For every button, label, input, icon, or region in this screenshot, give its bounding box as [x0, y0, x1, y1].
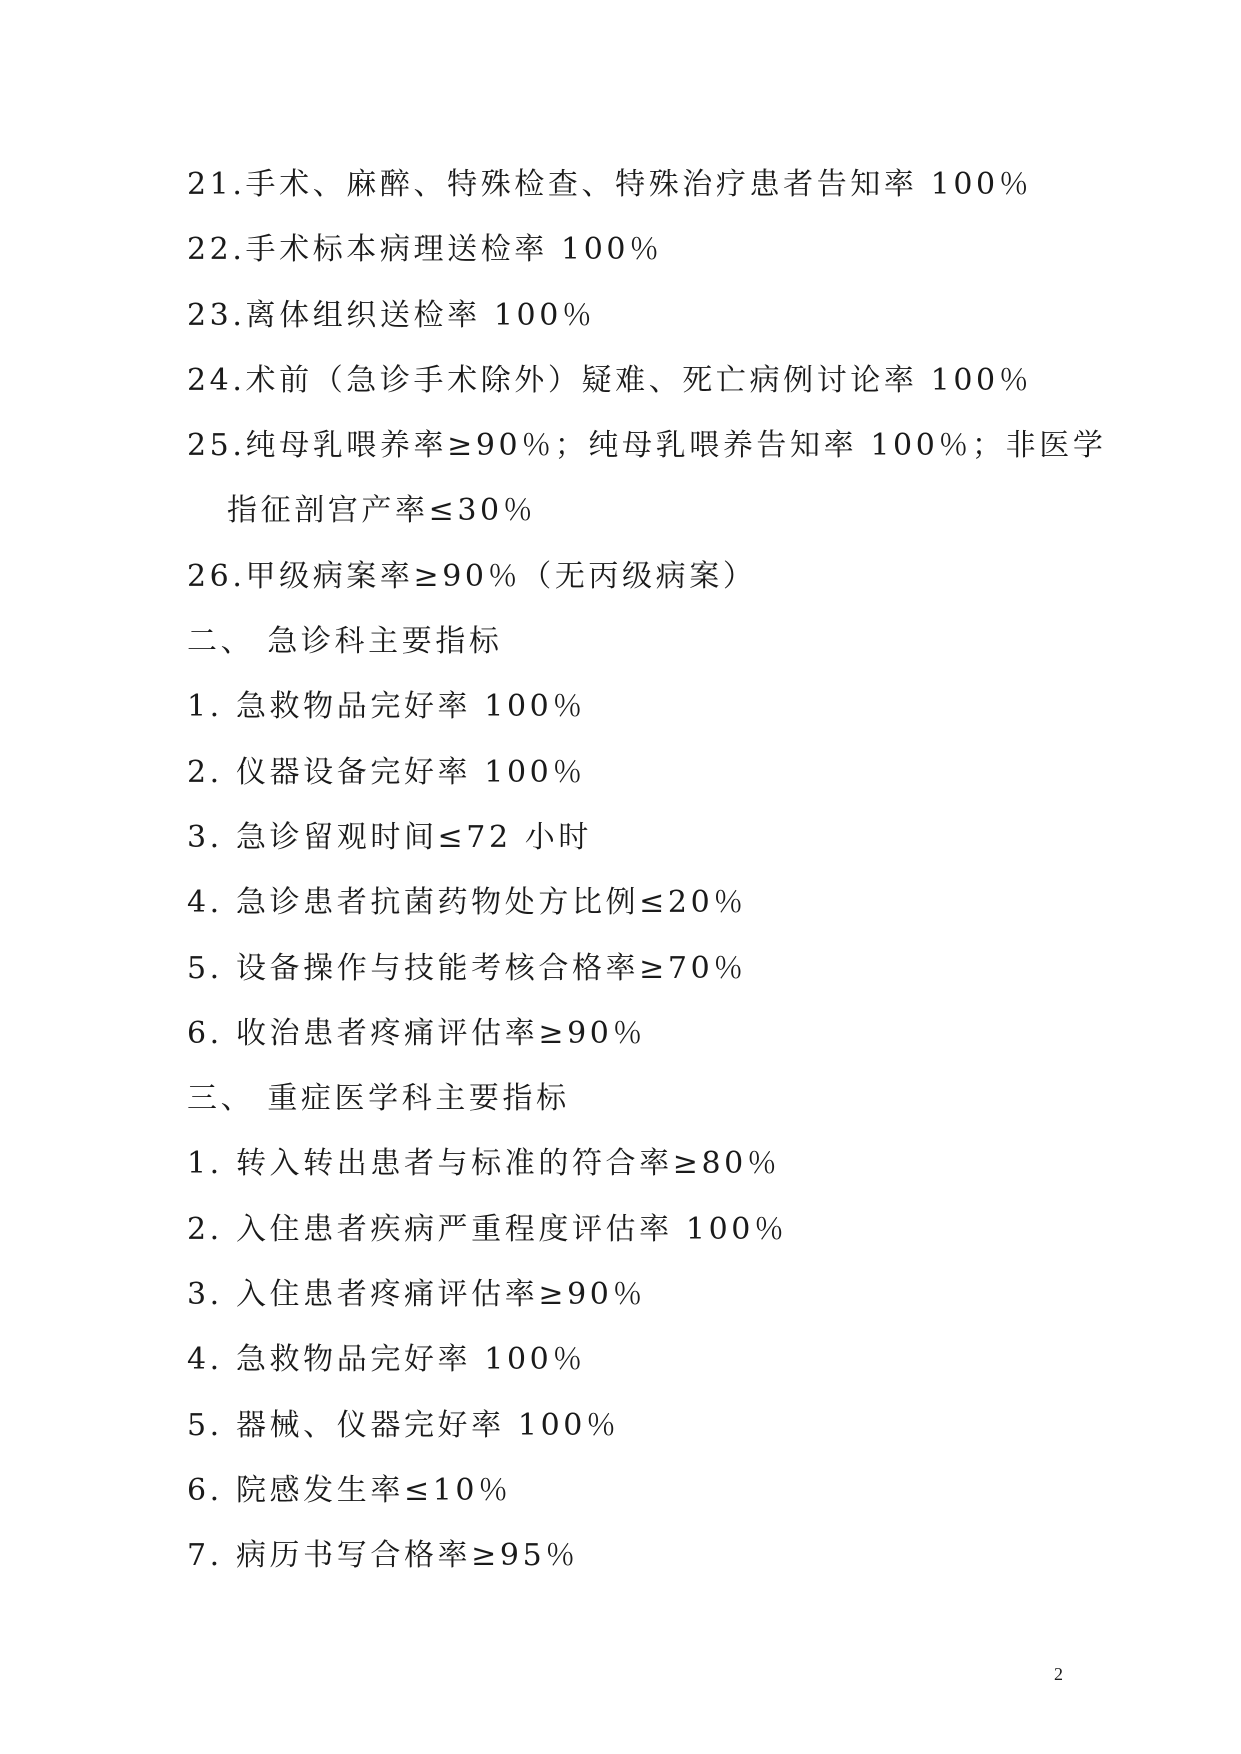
page-number: 2	[1054, 1664, 1063, 1684]
list-item: 1. 急救物品完好率 100％	[187, 689, 586, 725]
list-item: 3. 入住患者疼痛评估率≥90％	[187, 1277, 647, 1313]
list-item: 4. 急救物品完好率 100％	[187, 1342, 586, 1378]
list-item: 6. 收治患者疼痛评估率≥90％	[187, 1015, 647, 1051]
list-item: 2. 入住患者疾病严重程度评估率 100％	[187, 1211, 788, 1247]
list-item-continuation: 指征剖宫产率≤30％	[227, 493, 537, 529]
list-item: 22.手术标本病理送检率 100％	[187, 232, 663, 268]
list-item: 21.手术、麻醉、特殊检查、特殊治疗患者告知率 100％	[187, 167, 1033, 202]
section-heading: 三、 重症医学科主要指标	[187, 1081, 570, 1117]
list-item: 5. 设备操作与技能考核合格率≥70％	[187, 950, 747, 986]
list-item: 23.离体组织送检率 100％	[187, 297, 596, 333]
list-item: 26.甲级病案率≥90％（无丙级病案）	[187, 558, 757, 594]
list-item: 1. 转入转出患者与标准的符合率≥80％	[187, 1146, 781, 1182]
document-body	[187, 152, 1107, 1589]
list-item: 5. 器械、仪器完好率 100％	[187, 1407, 620, 1443]
list-item: 3. 急诊留观时间≤72 小时	[187, 819, 593, 855]
list-item: 24.术前（急诊手术除外）疑难、死亡病例讨论率 100％	[187, 362, 1033, 398]
list-item: 4. 急诊患者抗菌药物处方比例≤20％	[187, 885, 747, 921]
list-item: 25.纯母乳喂养率≥90％；纯母乳喂养告知率 100％；非医学	[187, 428, 1107, 464]
list-item: 2. 仪器设备完好率 100％	[187, 754, 586, 790]
list-item: 6. 院感发生率≤10％	[187, 1472, 512, 1508]
list-item: 7. 病历书写合格率≥95％	[187, 1538, 579, 1574]
section-heading: 二、 急诊科主要指标	[187, 624, 503, 660]
